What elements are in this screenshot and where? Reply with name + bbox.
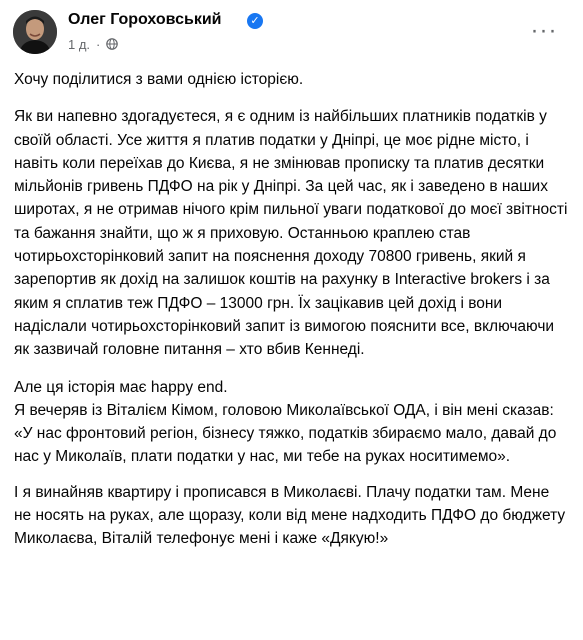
globe-icon <box>106 38 118 50</box>
post-paragraph: Я вечеряв із Віталієм Кімом, головою Миколаївської ОДА, і він мені сказав: «У нас фронтовий регіон, бізнесу тяжко, податків збираємо мало, давай до нас у Миколаїв, плати податки у нас, ми тебе на руках носитимемо». <box>14 401 557 466</box>
more-options-icon[interactable]: ··· <box>530 17 558 44</box>
author-name[interactable]: Олег Гороховський <box>68 11 222 28</box>
post-timestamp[interactable]: 1 д. <box>68 36 91 52</box>
post-paragraph: Але ця історія має happy end. <box>14 378 228 396</box>
post-paragraph: І я винайняв квартиру і прописався в Миколаєві. Плачу податки там. Мене не носять на руках, але щоразу, коли від мене надходить ПДФО до бюджету Миколаєва, Віталій телефонує мені і каже «Дякую!» <box>14 483 566 548</box>
post-header <box>0 0 583 66</box>
verified-badge-icon: ✓ <box>247 13 263 29</box>
post-text <box>14 68 570 565</box>
post-paragraph: Як ви напевно здогадуєтеся, я є одним із найбільших платників податків у своїй області. Усе життя я платив податки у Дніпрі, це моє рідне місто, і навіть коли переїхав до Києва, я не змінював прописку та платив десятки мільйонів гривень ПДФО на рік у Дніпрі. За цей час, як і заведено в наших широтах, я не отримав нічого крім пильної уваги податкової до моєї звітності та бажання знайти, що ж я приховую. Останньою краплею став чотирьохсторінковий запит на пояснення доходу 70800 гривень, який я зарепортив як дохід на залишок коштів на рахунку в Interactive brokers і за яким я сплатив теж ПДФО – 13000 грн. Їх зацікавив цей дохід і вони надіслали чотирьохсторінковий запит із вимогою пояснити все, включаючи як зазвичай головне питання – хто вбив Кеннеді. <box>14 108 568 359</box>
avatar[interactable] <box>13 10 57 54</box>
meta-separator: · <box>96 36 101 52</box>
post-meta <box>68 35 118 53</box>
avatar-photo <box>13 10 57 54</box>
post-paragraph: Хочу поділитися з вами однією історією. <box>14 71 304 88</box>
